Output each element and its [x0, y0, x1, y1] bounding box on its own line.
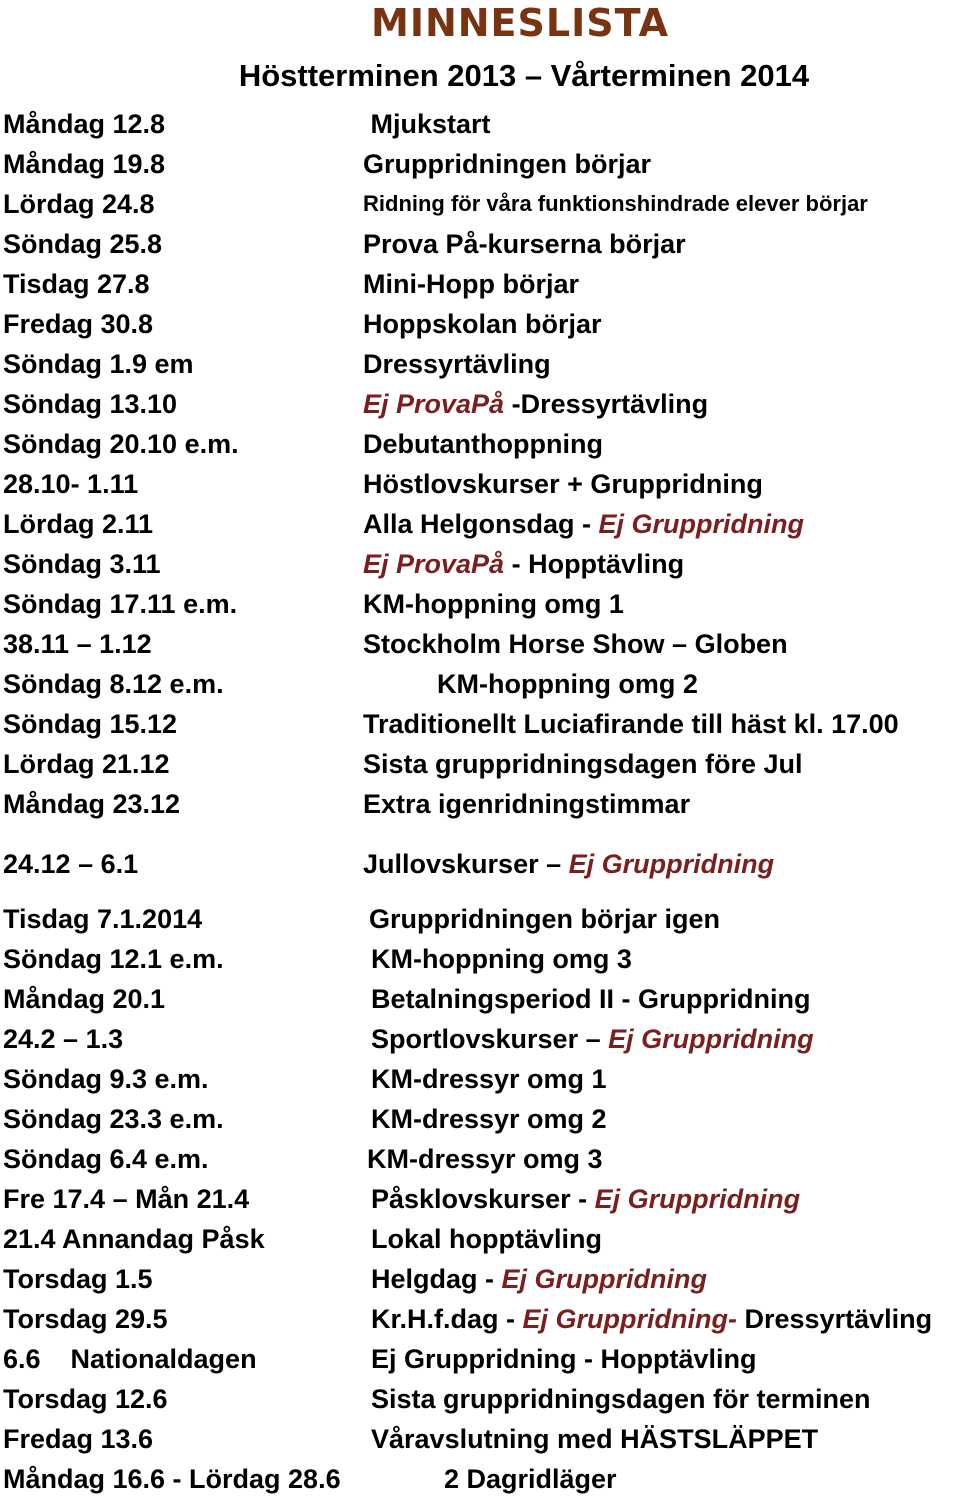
event-date: 21.4 Annandag Påsk — [3, 1224, 265, 1254]
page-subtitle: Höstterminen 2013 – Vårterminen 2014 — [238, 58, 810, 93]
list-item — [0, 1139, 960, 1179]
event-description — [363, 104, 491, 144]
list-item — [0, 504, 960, 544]
event-description — [363, 184, 868, 224]
event-text: Prova På-kurserna börjar — [363, 229, 686, 259]
event-description — [363, 844, 774, 884]
event-text: Dressyrtävling — [737, 1304, 933, 1334]
list-item — [0, 1099, 960, 1139]
event-date: Söndag 17.11 e.m. — [3, 589, 238, 619]
highlighted-note: Ej Gruppridning — [568, 849, 775, 879]
list-item — [0, 464, 960, 504]
event-description — [363, 784, 690, 824]
list-item — [0, 424, 960, 464]
list-item — [0, 1219, 960, 1259]
list-item — [0, 704, 960, 744]
list-item — [0, 1059, 960, 1099]
list-item — [0, 624, 960, 664]
list-item — [0, 1339, 960, 1379]
highlighted-note: Ej Gruppridning — [598, 509, 805, 539]
event-date: Torsdag 29.5 — [3, 1304, 168, 1334]
event-text: Jullovskurser – — [363, 849, 569, 879]
page-title: MINNESLISTA — [371, 1, 669, 45]
list-item — [0, 899, 960, 939]
list-item — [0, 384, 960, 424]
event-description — [363, 264, 579, 304]
list-item — [0, 304, 960, 344]
event-date: Torsdag 12.6 — [3, 1384, 168, 1414]
highlighted-note: Ej ProvaPå — [363, 389, 505, 419]
event-date: 24.12 – 6.1 — [3, 849, 139, 879]
event-date: Lördag 2.11 — [3, 509, 154, 539]
list-item — [0, 664, 960, 704]
event-text: Ej Gruppridning - Hopptävling — [371, 1344, 757, 1374]
event-text: KM-hoppning omg 1 — [363, 589, 624, 619]
event-description — [363, 344, 551, 384]
list-item — [0, 1019, 960, 1059]
event-date: 38.11 – 1.12 — [3, 629, 152, 659]
event-description — [363, 544, 684, 584]
event-text: -Dressyrtävling — [504, 389, 709, 419]
event-text: Helgdag - — [371, 1264, 502, 1294]
event-text: - Hopptävling — [504, 549, 685, 579]
event-date: Söndag 13.10 — [3, 389, 178, 419]
list-item — [0, 939, 960, 979]
list-item — [0, 1379, 960, 1419]
event-date: 24.2 – 1.3 — [3, 1024, 124, 1054]
event-description — [363, 584, 624, 624]
event-description — [371, 1219, 602, 1259]
list-item — [0, 544, 960, 584]
list-item — [0, 1419, 960, 1459]
event-text: Stockholm Horse Show – Globen — [363, 629, 788, 659]
event-text: KM-hoppning omg 3 — [371, 944, 632, 974]
event-date: Måndag 19.8 — [3, 149, 166, 179]
event-date: Söndag 1.9 em — [3, 349, 194, 379]
event-description — [371, 1019, 814, 1059]
event-description — [371, 1419, 818, 1459]
event-description — [363, 304, 602, 344]
event-text: KM-dressyr omg 3 — [367, 1144, 603, 1174]
event-date: Fredag 30.8 — [3, 309, 154, 339]
event-date: Lördag 24.8 — [3, 189, 155, 219]
list-item — [0, 224, 960, 264]
event-date: Söndag 6.4 e.m. — [3, 1144, 209, 1174]
event-date: 6.6 Nationaldagen — [3, 1344, 257, 1374]
list-item — [0, 784, 960, 824]
highlighted-note: Ej Gruppridning — [501, 1264, 707, 1294]
event-date: Söndag 25.8 — [3, 229, 163, 259]
event-description — [363, 704, 899, 744]
event-text: Debutanthoppning — [363, 429, 603, 459]
event-date: Söndag 23.3 e.m. — [3, 1104, 224, 1134]
event-date: Måndag 16.6 - Lördag 28.6 — [3, 1464, 341, 1494]
event-date: Fre 17.4 – Mån 21.4 — [3, 1184, 250, 1214]
event-text: Kr.H.f.dag - — [371, 1304, 523, 1334]
event-text: Dressyrtävling — [363, 349, 551, 379]
list-item — [0, 104, 960, 144]
event-text: Gruppridningen börjar igen — [369, 904, 720, 934]
list-item — [0, 1299, 960, 1339]
event-text: Påsklovskurser - — [371, 1184, 595, 1214]
event-text: Höstlovskurser + Gruppridning — [363, 469, 763, 499]
event-text: Traditionellt Luciafirande till häst kl. 17.00 — [363, 709, 899, 739]
event-description — [437, 664, 698, 704]
event-text: KM-dressyr omg 1 — [371, 1064, 607, 1094]
event-description — [363, 144, 651, 184]
event-description — [371, 979, 811, 1019]
event-description — [363, 224, 686, 264]
list-item — [0, 1179, 960, 1219]
event-description — [369, 899, 720, 939]
event-description — [371, 1379, 871, 1419]
event-description — [363, 464, 763, 504]
event-text: Våravslutning med HÄSTSLÄPPET — [371, 1424, 819, 1454]
event-text: Extra igenridningstimmar — [363, 789, 691, 819]
event-description — [371, 1339, 756, 1379]
event-text: Sportlovskurser – — [371, 1024, 609, 1054]
event-text: KM-hoppning omg 2 — [437, 669, 698, 699]
event-text: 2 Dagridläger — [444, 1464, 617, 1494]
event-description — [363, 744, 803, 784]
event-description — [363, 624, 788, 664]
event-date: Måndag 12.8 — [3, 109, 166, 139]
event-description — [371, 1259, 707, 1299]
event-description — [371, 1059, 607, 1099]
event-date: Torsdag 1.5 — [3, 1264, 153, 1294]
event-text: Alla Helgonsdag - — [363, 509, 599, 539]
event-text: Lokal hopptävling — [371, 1224, 603, 1254]
event-date: Söndag 9.3 e.m. — [3, 1064, 209, 1094]
event-date: 28.10- 1.11 — [3, 469, 139, 499]
list-item — [0, 979, 960, 1019]
list-item — [0, 744, 960, 784]
event-date: Lördag 21.12 — [3, 749, 170, 779]
event-text: Mjukstart — [363, 109, 491, 139]
event-text: KM-dressyr omg 2 — [371, 1104, 607, 1134]
event-date: Söndag 12.1 e.m. — [3, 944, 224, 974]
event-description — [444, 1459, 617, 1499]
event-description — [371, 1099, 607, 1139]
event-date: Söndag 8.12 e.m. — [3, 669, 224, 699]
event-description — [371, 1299, 932, 1339]
highlighted-note: Ej Gruppridning — [608, 1024, 814, 1054]
event-date: Söndag 15.12 — [3, 709, 178, 739]
event-description — [363, 424, 603, 464]
event-text: Gruppridningen börjar — [363, 149, 651, 179]
event-description — [371, 1179, 800, 1219]
event-date: Tisdag 7.1.2014 — [3, 904, 203, 934]
event-date: Måndag 20.1 — [3, 984, 166, 1014]
list-item — [0, 1259, 960, 1299]
event-description — [363, 384, 708, 424]
event-date: Söndag 3.11 — [3, 549, 161, 579]
event-description — [363, 504, 804, 544]
list-item — [0, 844, 960, 884]
list-item — [0, 584, 960, 624]
list-item — [0, 264, 960, 304]
event-date: Måndag 23.12 — [3, 789, 181, 819]
event-text: Sista gruppridningsdagen för terminen — [371, 1384, 871, 1414]
highlighted-note: Ej Gruppridning — [594, 1184, 801, 1214]
event-text: Mini-Hopp börjar — [363, 269, 579, 299]
list-item — [0, 344, 960, 384]
event-date: Tisdag 27.8 — [3, 269, 150, 299]
event-date: Fredag 13.6 — [3, 1424, 154, 1454]
event-text: Ridning för våra funktionshindrade elever börjar — [363, 191, 868, 216]
highlighted-note: Ej ProvaPå — [363, 549, 505, 579]
highlighted-note: Ej Gruppridning- — [522, 1304, 737, 1334]
event-text: Sista gruppridningsdagen före Jul — [363, 749, 803, 779]
list-item — [0, 184, 960, 224]
list-item — [0, 1459, 960, 1499]
event-text: Hoppskolan börjar — [363, 309, 602, 339]
event-date: Söndag 20.10 e.m. — [3, 429, 239, 459]
list-item — [0, 144, 960, 184]
event-description — [371, 939, 632, 979]
event-text: Betalningsperiod II - Gruppridning — [371, 984, 811, 1014]
event-description — [367, 1139, 603, 1179]
